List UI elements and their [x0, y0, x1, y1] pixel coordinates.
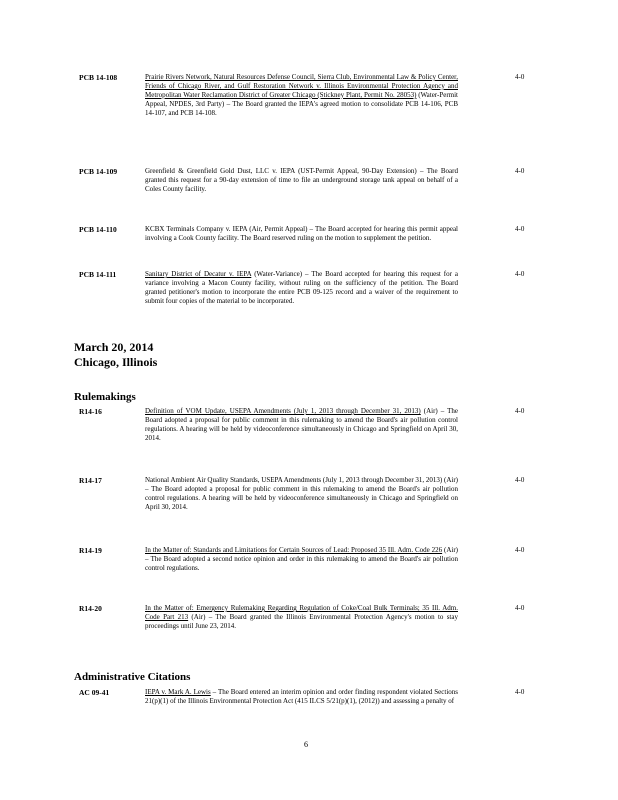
page-number: 6: [304, 740, 308, 749]
docket-number: R14-16: [79, 407, 102, 416]
docket-number: R14-20: [79, 604, 102, 613]
entry-description: [145, 225, 458, 243]
vote-count: 4-0: [515, 476, 525, 484]
entry-text: (Air) – The Board adopted a proposal for public comment in this rulemaking to amend the Board's air pollution control regulations. A hearing will be held by videoconference simultaneously in Chicago and Springfield on April 30, 2014.: [145, 407, 459, 442]
entry-text: (Water-Permit Appeal, NPDES, 3rd Party) – The Board granted the IEPA's agreed motion to consolidate PCB 14-106, PCB 14-107, and PCB 14-108.: [145, 90, 458, 117]
docket-number: PCB 14-109: [79, 167, 118, 176]
entry-text: National Ambient Air Quality Standards, USEPA Amendments (July 1, 2013 through December 31, 2013) (Air) – The Board adopted a proposal for public comment in this rulemaking to amend the Board's air pollution control regulations. A hearing will be held by videoconference simultaneously in Chicago and Springfield on April 30, 2014.: [145, 476, 458, 511]
case-title: IEPA v. Mark A. Lewis: [145, 688, 211, 696]
entry-description: [145, 270, 458, 306]
meeting-date: March 20, 2014: [74, 340, 154, 354]
section-heading-rulemakings: Rulemakings: [74, 391, 136, 403]
entry-description: [145, 476, 458, 512]
docket-number: R14-17: [79, 476, 102, 485]
entry-text: (Air) – The Board granted the Illinois Environmental Protection Agency's motion to stay proceedings until June 23, 2014.: [145, 612, 458, 630]
vote-count: 4-0: [515, 604, 525, 612]
section-heading-administrative-citations: Administrative Citations: [74, 671, 191, 683]
case-title: Prairie Rivers Network, Natural Resources Defense Council, Sierra Club, Environmental Law & Policy Center, Friends of Chicago River, and Gulf Restoration Network v. Illinois Environmental Protection Agency and Metropolitan Water Reclamation District of Greater Chicago (Stickney Plant, Permit No. 28053): [145, 73, 458, 99]
entry-text: KCBX Terminals Company v. IEPA (Air, Permit Appeal) – The Board accepted for hearing this permit appeal involving a Cook County facility. The Board reserved ruling on the motion to supplement the petition.: [145, 225, 458, 242]
entry-description: [145, 73, 458, 118]
docket-number: PCB 14-110: [79, 225, 117, 234]
docket-number: PCB 14-111: [79, 270, 117, 279]
vote-count: 4-0: [515, 407, 525, 415]
entry-text: (Air) – The Board adopted a second notice opinion and order in this rulemaking to amend the Board's air pollution control regulations.: [145, 546, 458, 572]
docket-number: R14-19: [79, 546, 102, 555]
entry-text: (Water-Variance) – The Board accepted for hearing this request for a variance involving a Macon County facility, without ruling on the sufficiency of the petition. The Board granted petitioner's motion to incorporate the entire PCB 09-125 record and a waiver of the requirement to submit four copies of the material to be incorporated.: [145, 270, 458, 305]
entry-description: [145, 407, 458, 443]
docket-number: AC 09-41: [79, 688, 110, 697]
vote-count: 4-0: [515, 270, 525, 278]
vote-count: 4-0: [515, 167, 525, 175]
entry-description: [145, 546, 458, 573]
case-title: In the Matter of: Emergency Rulemaking Regarding Regulation of Coke/Coal Bulk Terminals; 35 Ill. Adm. Code Part 213: [145, 604, 458, 621]
case-title: In the Matter of: Standards and Limitations for Certain Sources of Lead: Proposed 35 Ill. Adm. Code 226: [145, 546, 443, 554]
case-title: Sanitary District of Decatur v. IEPA: [145, 270, 252, 278]
vote-count: 4-0: [515, 73, 525, 81]
meeting-location: Chicago, Illinois: [74, 355, 158, 369]
entry-text: – The Board entered an interim opinion and order finding respondent violated Sections 21(p)(1) of the Illinois Environmental Protection Act (415 ILCS 5/21(p)(1), (2012)) and assessing a penalty of: [145, 688, 458, 705]
vote-count: 4-0: [515, 546, 525, 554]
docket-number: PCB 14-108: [79, 73, 118, 82]
entry-description: [145, 688, 458, 706]
entry-description: [145, 604, 458, 631]
vote-count: 4-0: [515, 688, 525, 696]
entry-text: Greenfield & Greenfield Gold Dust, LLC v. IEPA (UST-Permit Appeal, 90-Day Extension) – The Board granted this request for a 90-day extension of time to file an underground storage tank appeal on behalf of a Coles County facility.: [145, 167, 458, 193]
entry-description: [145, 167, 458, 194]
case-title: Definition of VOM Update, USEPA Amendments (July 1, 2013 through December 31, 2013): [145, 407, 421, 415]
vote-count: 4-0: [515, 225, 525, 233]
